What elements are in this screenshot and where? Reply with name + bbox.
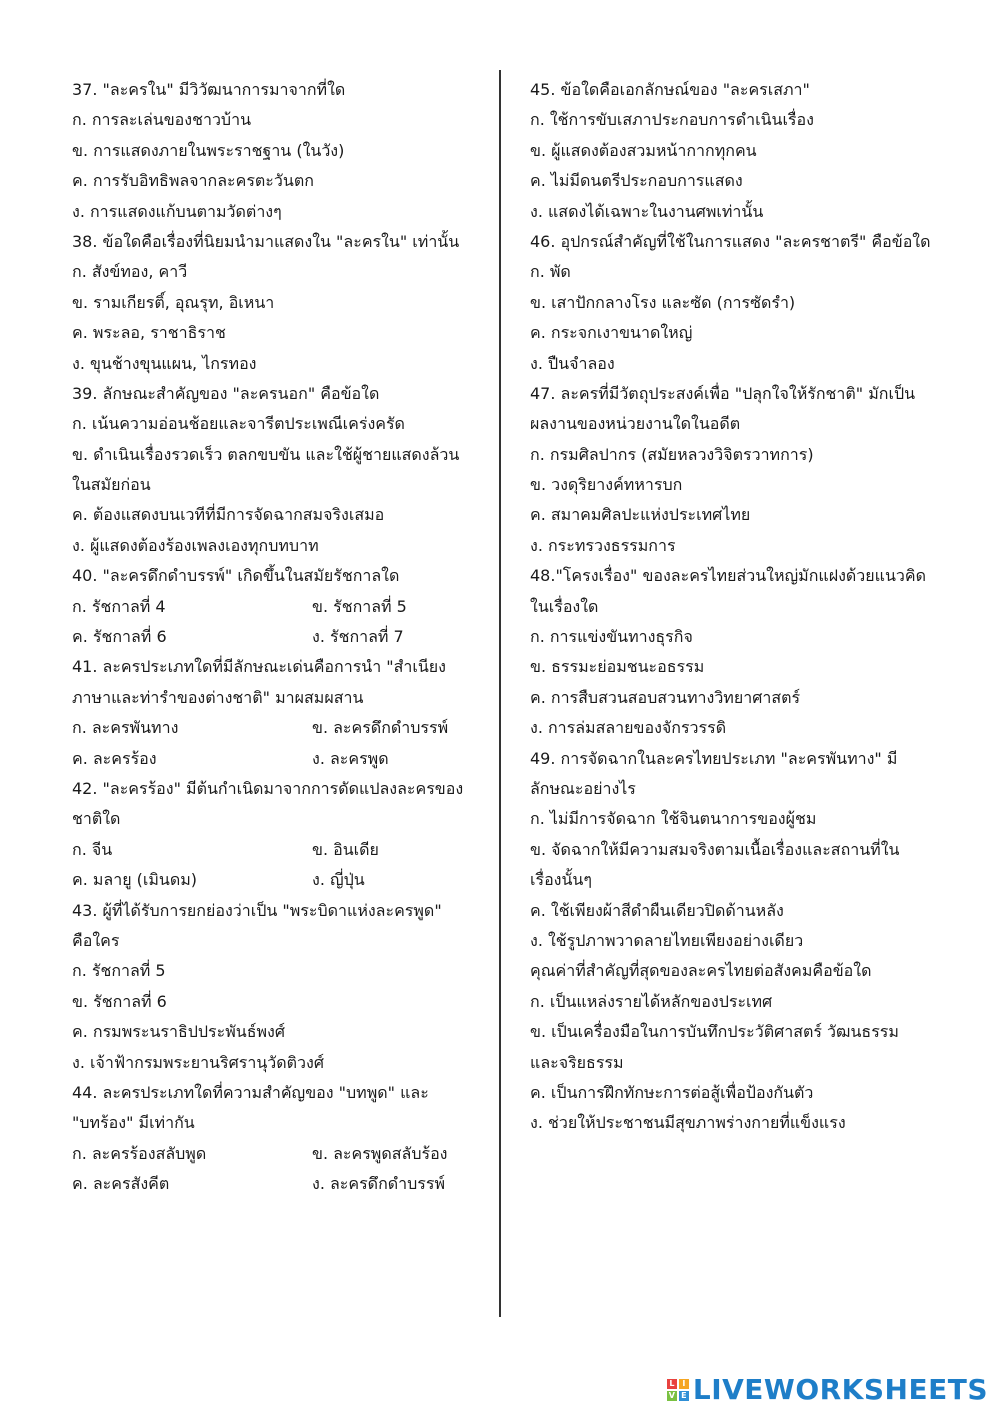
q49-option-c: ค. ใช้เพียงผ้าสีดำผืนเดียวปิดด้านหลัง <box>530 900 784 920</box>
q43-option-b: ข. รัชกาลที่ 6 <box>72 991 167 1011</box>
logo-letter-i: I <box>679 1379 689 1389</box>
q48-option-a: ก. การแข่งขันทางธุรกิจ <box>530 627 693 647</box>
q41-options-row-2 <box>72 744 472 774</box>
q48-option-c: ค. การสืบสวนสอบสวนทางวิทยาศาสตร์ <box>530 687 801 707</box>
q46-option-b: ข. เสาปักกลางโรง และซัด (การซัดรำ) <box>530 292 796 312</box>
q50-option-a: ก. เป็นแหล่งรายได้หลักของประเทศ <box>530 991 773 1011</box>
q44-options-row-2 <box>72 1169 472 1199</box>
q45-option-c: ค. ไม่มีดนตรีประกอบการแสดง <box>530 171 743 191</box>
q40-options-row-1 <box>72 592 472 622</box>
q38-option-c: ค. พระลอ, ราชาธิราช <box>72 323 226 343</box>
q45-option-b: ข. ผู้แสดงต้องสวมหน้ากากทุกคน <box>530 140 757 160</box>
q47-question-cont: ผลงานของหน่วยงานใดในอดีต <box>530 414 741 434</box>
q39-question: 39. ลักษณะสำคัญของ "ละครนอก" คือข้อใด <box>72 383 380 403</box>
q44-question: 44. ละครประเภทใดที่ความสำคัญของ "บทพูด" และ <box>72 1082 429 1102</box>
q40-option-b: ข. รัชกาลที่ 5 <box>312 596 407 616</box>
q43-question: 43. ผู้ที่ได้รับการยกย่องว่าเป็น "พระบิดาแห่งละครพูด" <box>72 900 442 920</box>
logo-letter-l: L <box>667 1379 677 1389</box>
q37-option-d: ง. การแสดงแก้บนตามวัดต่างๆ <box>72 201 282 221</box>
q50-option-b-cont: และจริยธรรม <box>530 1052 624 1072</box>
q40-option-d: ง. รัชกาลที่ 7 <box>312 627 404 647</box>
q41-option-d: ง. ละครพูด <box>312 748 389 768</box>
q49-option-d: ง. ใช้รูปภาพวาดลายไทยเพียงอย่างเดียว <box>530 930 804 950</box>
q49-option-b-cont: เรื่องนั้นๆ <box>530 870 592 890</box>
q43-question-cont: คือใคร <box>72 930 120 950</box>
logo-letter-v: V <box>668 1390 675 1400</box>
q40-question: 40. "ละครดึกดำบรรพ์" เกิดขึ้นในสมัยรัชกาลใด <box>72 566 400 586</box>
q38-option-b: ข. รามเกียรติ์, อุณรุท, อิเหนา <box>72 292 275 312</box>
q50-question: คุณค่าที่สำคัญที่สุดของละครไทยต่อสังคมคือข้อใด <box>530 961 872 981</box>
q40-option-c: ค. รัชกาลที่ 6 <box>72 627 167 647</box>
q49-option-b: ข. จัดฉากให้มีความสมจริงตามเนื้อเรื่องและสถานที่ใน <box>530 839 900 859</box>
q41-option-a: ก. ละครพันทาง <box>72 718 179 738</box>
q47-option-a: ก. กรมศิลปากร (สมัยหลวงวิจิตรวาทการ) <box>530 444 814 464</box>
q46-option-a: ก. พัด <box>530 262 571 282</box>
q42-option-b: ข. อินเดีย <box>312 839 379 859</box>
q41-option-b: ข. ละครดึกดำบรรพ์ <box>312 718 449 738</box>
q50-option-d: ง. ช่วยให้ประชาชนมีสุขภาพร่างกายที่แข็งแรง <box>530 1113 846 1133</box>
q43-option-d: ง. เจ้าฟ้ากรมพระยานริศรานุวัดติวงศ์ <box>72 1052 324 1072</box>
q48-option-d: ง. การล่มสลายของจักรวรรดิ <box>530 718 727 738</box>
liveworksheets-logo-icon <box>667 1379 689 1401</box>
q37-option-b: ข. การแสดงภายในพระราชฐาน (ในวัง) <box>72 140 345 160</box>
liveworksheets-brand[interactable] <box>667 1373 988 1406</box>
q42-question-cont: ชาติใด <box>72 809 121 829</box>
q38-option-d: ง. ขุนช้างขุนแผน, ไกรทอง <box>72 353 257 373</box>
q44-option-d: ง. ละครดึกดำบรรพ์ <box>312 1174 446 1194</box>
q38-question: 38. ข้อใดคือเรื่องที่นิยมนำมาแสดงใน "ละครใน" เท่านั้น <box>72 231 460 251</box>
q42-options-row-2 <box>72 865 472 895</box>
q46-question: 46. อุปกรณ์สำคัญที่ใช้ในการแสดง "ละครชาตรี" คือข้อใด <box>530 231 931 251</box>
q41-option-c: ค. ละครร้อง <box>72 748 157 768</box>
q37-option-a: ก. การละเล่นของชาวบ้าน <box>72 110 251 130</box>
q44-option-c: ค. ละครสังคีต <box>72 1174 170 1194</box>
q48-option-b: ข. ธรรมะย่อมชนะอธรรม <box>530 657 705 677</box>
left-column <box>72 75 472 1199</box>
q40-option-a: ก. รัชกาลที่ 4 <box>72 596 166 616</box>
q44-options-row-1 <box>72 1139 472 1169</box>
q39-option-b: ข. ดำเนินเรื่องรวดเร็ว ตลกขบขัน และใช้ผู้ชายแสดงล้วน <box>72 444 460 464</box>
q44-option-a: ก. ละครร้องสลับพูด <box>72 1143 207 1163</box>
q42-option-c: ค. มลายู (เมินดม) <box>72 870 198 890</box>
q40-options-row-2 <box>72 622 472 652</box>
q49-question-cont: ลักษณะอย่างไร <box>530 778 636 798</box>
q37-question: 37. "ละครใน" มีวิวัฒนาการมาจากที่ใด <box>72 80 346 99</box>
q50-option-c: ค. เป็นการฝึกทักษะการต่อสู้เพื่อป้องกันตัว <box>530 1082 814 1102</box>
q50-option-b: ข. เป็นเครื่องมือในการบันทึกประวัติศาสตร์ วัฒนธรรม <box>530 1022 899 1042</box>
q39-option-a: ก. เน้นความอ่อนช้อยและจารีตประเพณีเคร่งครัด <box>72 414 405 434</box>
q43-option-c: ค. กรมพระนราธิปประพันธ์พงศ์ <box>72 1022 285 1042</box>
q48-question-cont: ในเรื่องใด <box>530 596 599 616</box>
q48-question: 48."โครงเรื่อง" ของละครไทยส่วนใหญ่มักแฝงด้วยแนวคิด <box>530 566 926 586</box>
q39-option-d: ง. ผู้แสดงต้องร้องเพลงเองทุกบทบาท <box>72 535 319 555</box>
q39-option-c: ค. ต้องแสดงบนเวทีที่มีการจัดฉากสมจริงเสมอ <box>72 505 385 525</box>
q42-question: 42. "ละครร้อง" มีต้นกำเนิดมาจากการดัดแปลงละครของ <box>72 778 464 798</box>
q47-question: 47. ละครที่มีวัตถุประสงค์เพื่อ "ปลุกใจให้รักชาติ" มักเป็น <box>530 383 916 403</box>
q41-options-row-1 <box>72 713 472 743</box>
logo-letter-e: E <box>679 1391 689 1401</box>
q44-option-b: ข. ละครพูดสลับร้อง <box>312 1143 448 1163</box>
q45-option-a: ก. ใช้การขับเสภาประกอบการดำเนินเรื่อง <box>530 110 814 130</box>
q42-option-a: ก. จีน <box>72 839 113 859</box>
q39-option-b-cont: ในสมัยก่อน <box>72 475 151 495</box>
q47-option-c: ค. สมาคมศิลปะแห่งประเทศไทย <box>530 505 751 525</box>
column-divider <box>499 70 501 1317</box>
q46-option-c: ค. กระจกเงาขนาดใหญ่ <box>530 323 693 343</box>
q42-options-row-1 <box>72 835 472 865</box>
q41-question-cont: ภาษาและท่ารำของต่างชาติ" มาผสมผสาน <box>72 687 364 707</box>
q41-question: 41. ละครประเภทใดที่มีลักษณะเด่นคือการนำ "สำเนียง <box>72 657 446 677</box>
q47-option-d: ง. กระทรวงธรรมการ <box>530 535 676 555</box>
liveworksheets-wordmark: LIVEWORKSHEETS <box>692 1373 988 1406</box>
q45-option-d: ง. แสดงได้เฉพาะในงานศพเท่านั้น <box>530 201 764 221</box>
right-column <box>530 75 950 1139</box>
q42-option-d: ง. ญี่ปุ่น <box>312 870 365 890</box>
q44-question-cont: "บทร้อง" มีเท่ากัน <box>72 1113 195 1133</box>
q49-option-a: ก. ไม่มีการจัดฉาก ใช้จินตนาการของผู้ชม <box>530 809 817 829</box>
q37-option-c: ค. การรับอิทธิพลจากละครตะวันตก <box>72 171 314 191</box>
q38-option-a: ก. สังข์ทอง, คาวี <box>72 262 188 282</box>
q43-option-a: ก. รัชกาลที่ 5 <box>72 961 166 981</box>
q49-question: 49. การจัดฉากในละครไทยประเภท "ละครพันทาง" มี <box>530 748 898 768</box>
q46-option-d: ง. ปืนจำลอง <box>530 353 615 373</box>
q45-question: 45. ข้อใดคือเอกลักษณ์ของ "ละครเสภา" <box>530 80 810 99</box>
q47-option-b: ข. วงดุริยางค์ทหารบก <box>530 475 683 495</box>
